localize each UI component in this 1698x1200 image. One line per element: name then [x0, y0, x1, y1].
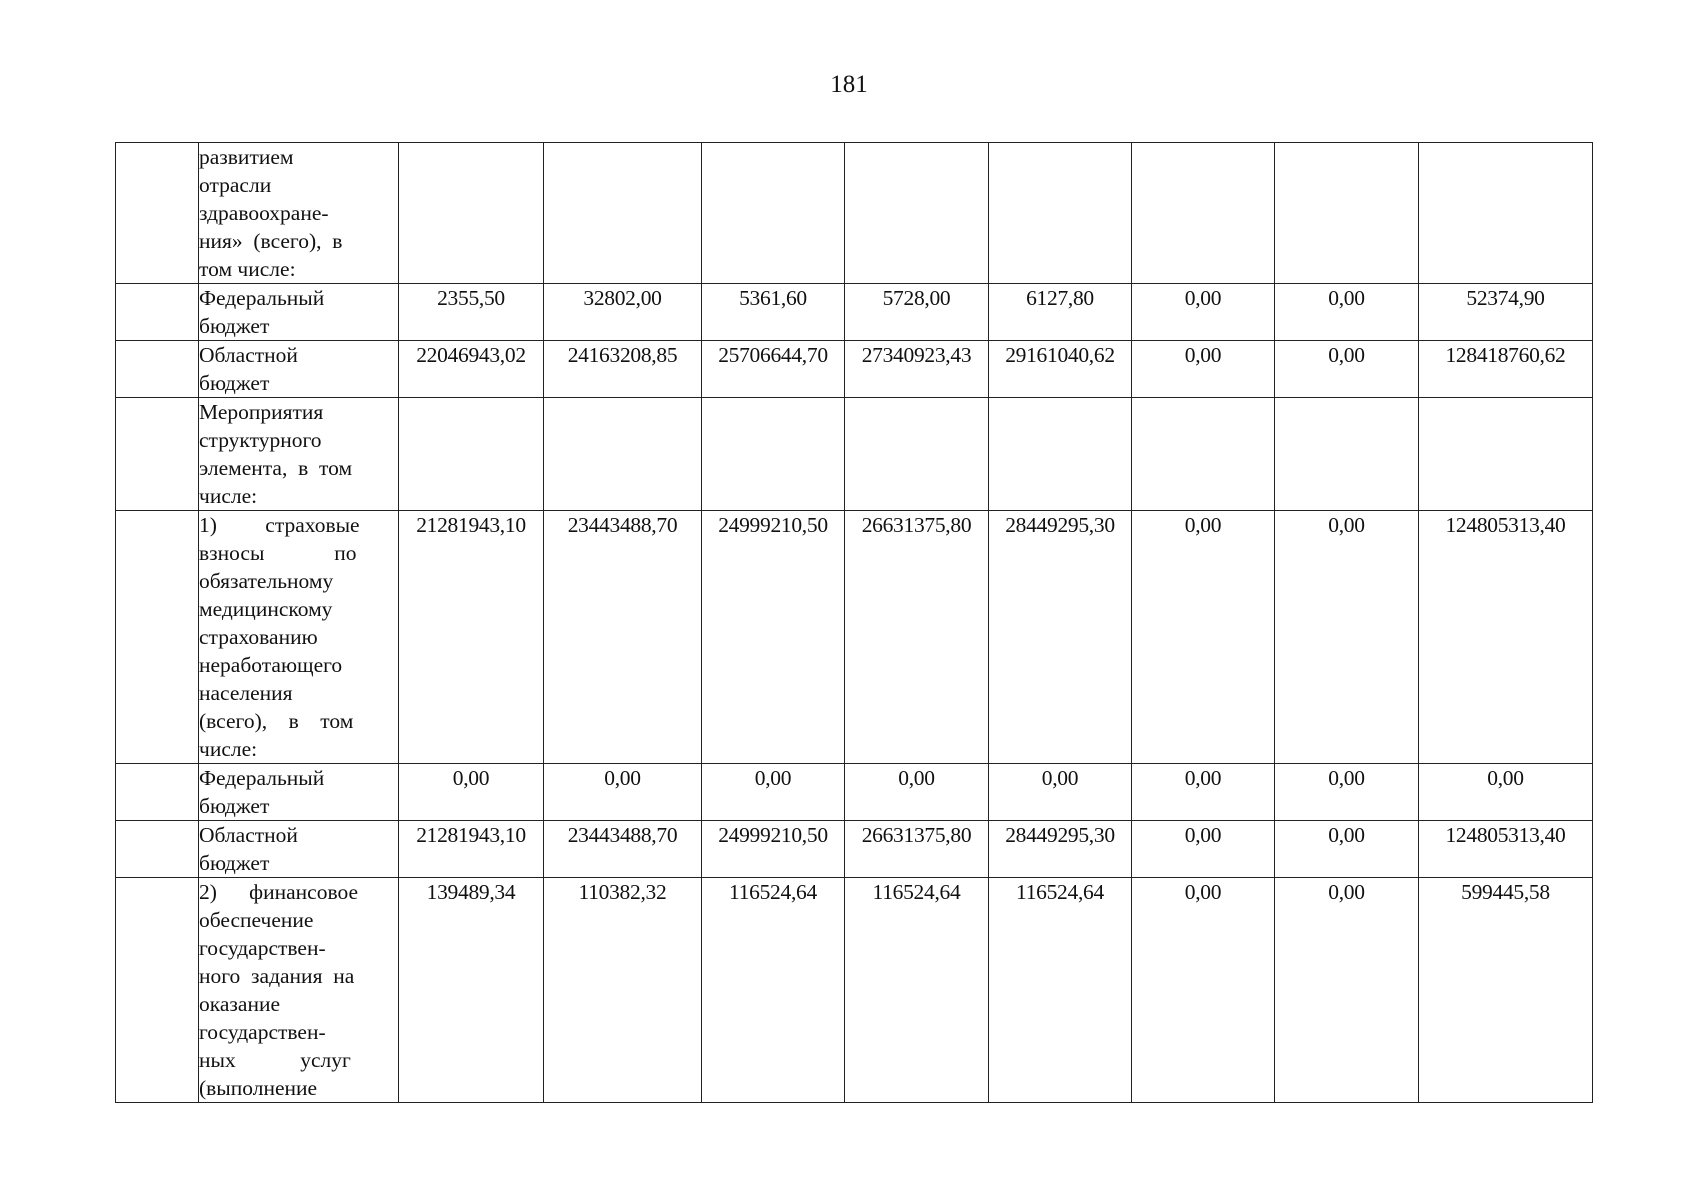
row-label-line: бюджет — [199, 794, 270, 818]
value-cell — [845, 398, 989, 511]
value-cell — [1275, 143, 1419, 284]
table-row — [116, 878, 1593, 1103]
row-label-line: населения — [199, 681, 293, 705]
value-cell: 23443488,70 — [544, 821, 702, 878]
value-cell — [1132, 398, 1275, 511]
value-cell — [702, 143, 845, 284]
value-cell: 0,00 — [1419, 764, 1593, 821]
row-label-line: Федеральный — [199, 766, 325, 790]
row-label-cell — [199, 284, 399, 341]
value-cell: 21281943,10 — [399, 511, 544, 764]
row-number-cell — [116, 764, 199, 821]
value-cell: 110382,32 — [544, 878, 702, 1103]
row-label-cell — [199, 341, 399, 398]
value-cell: 0,00 — [544, 764, 702, 821]
row-label-line: структурного — [199, 428, 322, 452]
row-label-line: Федеральный — [199, 286, 325, 310]
row-label-line: Областной — [199, 823, 298, 847]
row-label-line: элемента, в том — [199, 456, 353, 480]
row-label-line: оказание — [199, 992, 281, 1016]
row-label-cell — [199, 398, 399, 511]
table-row — [116, 341, 1593, 398]
row-label-cell — [199, 511, 399, 764]
value-cell: 0,00 — [1132, 284, 1275, 341]
row-label-line: здравоохране- — [199, 201, 329, 225]
table-row — [116, 398, 1593, 511]
row-label-line: числе: — [199, 737, 258, 761]
value-cell: 0,00 — [845, 764, 989, 821]
value-cell: 32802,00 — [544, 284, 702, 341]
row-label-cell — [199, 764, 399, 821]
table-row — [116, 821, 1593, 878]
value-cell: 0,00 — [399, 764, 544, 821]
row-number-cell — [116, 511, 199, 764]
row-label-line: неработающего — [199, 653, 343, 677]
value-cell — [1275, 398, 1419, 511]
value-cell: 29161040,62 — [989, 341, 1132, 398]
value-cell: 0,00 — [1275, 341, 1419, 398]
value-cell — [845, 143, 989, 284]
value-cell: 26631375,80 — [845, 511, 989, 764]
row-label-line: государствен- — [199, 936, 326, 960]
row-label-line: Мероприятия — [199, 400, 324, 424]
value-cell — [1132, 143, 1275, 284]
row-number-cell — [116, 143, 199, 284]
value-cell: 6127,80 — [989, 284, 1132, 341]
row-label-line: Областной — [199, 343, 298, 367]
value-cell: 0,00 — [1132, 341, 1275, 398]
value-cell: 0,00 — [1132, 511, 1275, 764]
value-cell — [1419, 398, 1593, 511]
value-cell: 5728,00 — [845, 284, 989, 341]
row-label-line: (всего), в том — [199, 709, 354, 733]
row-label-line: ного задания на — [199, 964, 355, 988]
row-number-cell — [116, 398, 199, 511]
row-label-line: отрасли — [199, 173, 272, 197]
row-number-cell — [116, 878, 199, 1103]
row-label-cell — [199, 878, 399, 1103]
value-cell: 0,00 — [1275, 878, 1419, 1103]
row-label-line: обеспечение — [199, 908, 314, 932]
value-cell: 24999210,50 — [702, 821, 845, 878]
value-cell: 0,00 — [1275, 764, 1419, 821]
value-cell: 0,00 — [1132, 821, 1275, 878]
page-number: 181 — [830, 71, 868, 98]
value-cell: 599445,58 — [1419, 878, 1593, 1103]
budget-table — [115, 142, 1593, 1103]
value-cell: 24999210,50 — [702, 511, 845, 764]
row-label-line: ния» (всего), в — [199, 229, 343, 253]
row-label-cell — [199, 821, 399, 878]
row-label-line: (выполнение — [199, 1076, 318, 1100]
value-cell: 52374,90 — [1419, 284, 1593, 341]
value-cell: 22046943,02 — [399, 341, 544, 398]
value-cell — [1419, 143, 1593, 284]
row-label-line: развитием — [199, 145, 294, 169]
value-cell: 0,00 — [1275, 511, 1419, 764]
row-label-line: медицинскому — [199, 597, 333, 621]
value-cell: 24163208,85 — [544, 341, 702, 398]
row-label-cell — [199, 143, 399, 284]
value-cell: 5361,60 — [702, 284, 845, 341]
row-number-cell — [116, 284, 199, 341]
value-cell: 28449295,30 — [989, 821, 1132, 878]
value-cell: 0,00 — [1275, 284, 1419, 341]
value-cell — [544, 143, 702, 284]
value-cell: 124805313,40 — [1419, 511, 1593, 764]
value-cell: 21281943,10 — [399, 821, 544, 878]
row-label-line: 2) финансовое — [199, 880, 359, 904]
value-cell — [989, 398, 1132, 511]
value-cell: 0,00 — [702, 764, 845, 821]
row-label-line: бюджет — [199, 314, 270, 338]
value-cell: 128418760,62 — [1419, 341, 1593, 398]
row-number-cell — [116, 821, 199, 878]
row-label-line: взносы по — [199, 541, 357, 565]
table-row — [116, 143, 1593, 284]
row-label-line: ных услуг — [199, 1048, 351, 1072]
value-cell: 26631375,80 — [845, 821, 989, 878]
row-number-cell — [116, 341, 199, 398]
value-cell: 28449295,30 — [989, 511, 1132, 764]
row-label-line: 1) страховые — [199, 513, 360, 537]
row-label-line: бюджет — [199, 371, 270, 395]
table-row — [116, 764, 1593, 821]
value-cell: 124805313,40 — [1419, 821, 1593, 878]
value-cell: 27340923,43 — [845, 341, 989, 398]
value-cell: 2355,50 — [399, 284, 544, 341]
table-row — [116, 284, 1593, 341]
value-cell — [399, 143, 544, 284]
value-cell: 0,00 — [1132, 878, 1275, 1103]
value-cell: 0,00 — [989, 764, 1132, 821]
value-cell — [989, 143, 1132, 284]
value-cell: 25706644,70 — [702, 341, 845, 398]
value-cell: 139489,34 — [399, 878, 544, 1103]
value-cell: 116524,64 — [989, 878, 1132, 1103]
value-cell: 23443488,70 — [544, 511, 702, 764]
value-cell: 0,00 — [1275, 821, 1419, 878]
row-label-line: государствен- — [199, 1020, 326, 1044]
value-cell — [399, 398, 544, 511]
row-label-line: том числе: — [199, 257, 296, 281]
row-label-line: обязательному — [199, 569, 334, 593]
row-label-line: числе: — [199, 484, 258, 508]
row-label-line: бюджет — [199, 851, 270, 875]
value-cell — [544, 398, 702, 511]
value-cell: 116524,64 — [702, 878, 845, 1103]
value-cell: 0,00 — [1132, 764, 1275, 821]
value-cell: 116524,64 — [845, 878, 989, 1103]
table-row — [116, 511, 1593, 764]
value-cell — [702, 398, 845, 511]
row-label-line: страхованию — [199, 625, 318, 649]
